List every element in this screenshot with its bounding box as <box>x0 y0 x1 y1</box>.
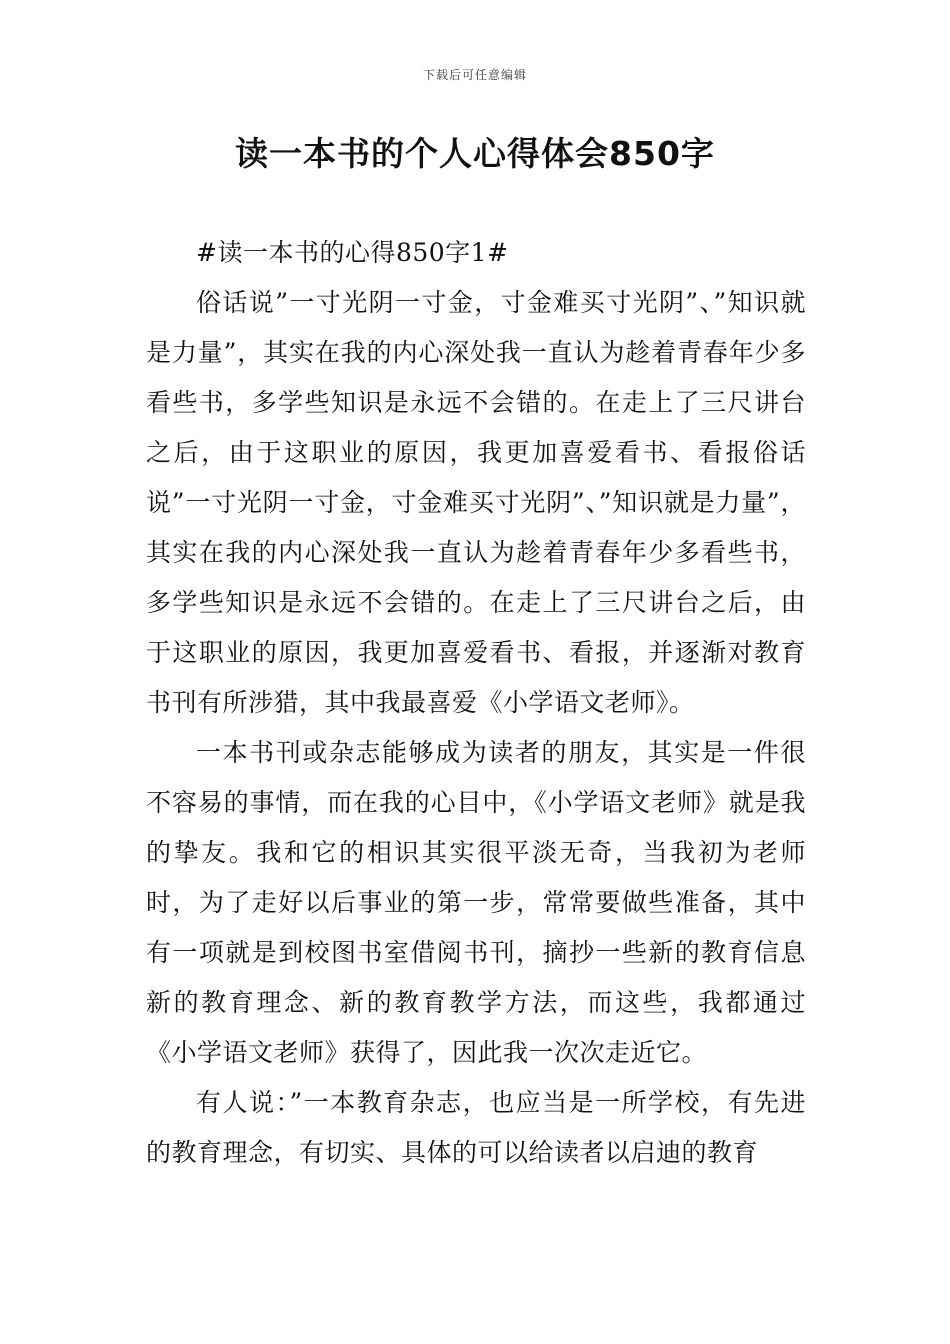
section-heading: #读一本书的心得850字1# <box>196 238 509 267</box>
header-note: 下载后可任意编辑 <box>422 68 527 82</box>
paragraph: 俗话说”一寸光阴一寸金，寸金难买寸光阴”、”知识就是力量”，其实在我的内心深处我一直认为趁着青春年少多看些书，多学些知识是永远不会错的。在走上了三尺讲台之后，由于这职业的原因，我更加喜爱看书、看报俗话说”一寸光阴一寸金，寸金难买寸光阴”、”知识就是力量”，其实在我的内心深处我一直认为趁着青春年少多看些书，多学些知识是永远不会错的。在走上了三尺讲台之后，由于这职业的原因，我更加喜爱看书、看报，并逐渐对教育书刊有所涉猎，其中我最喜爱《小学语文老师》。 <box>146 288 806 717</box>
document-body <box>146 228 806 1178</box>
paragraph: 有人说：”一本教育杂志，也应当是一所学校，有先进的教育理念，有切实、具体的可以给读者以启迪的教育 <box>146 1088 806 1167</box>
paragraph: 一本书刊或杂志能够成为读者的朋友，其实是一件很不容易的事情，而在我的心目中，《小学语文老师》就是我的挚友。我和它的相识其实很平淡无奇，当我初为老师时，为了走好以后事业的第一步，常常要做些准备，其中有一项就是到校图书室借阅书刊，摘抄一些新的教育信息新的教育理念、新的教育教学方法，而这些，我都通过《小学语文老师》获得了，因此我一次次走近它。 <box>146 738 806 1067</box>
document-title: 读一本书的个人心得体会850字 <box>235 134 715 173</box>
